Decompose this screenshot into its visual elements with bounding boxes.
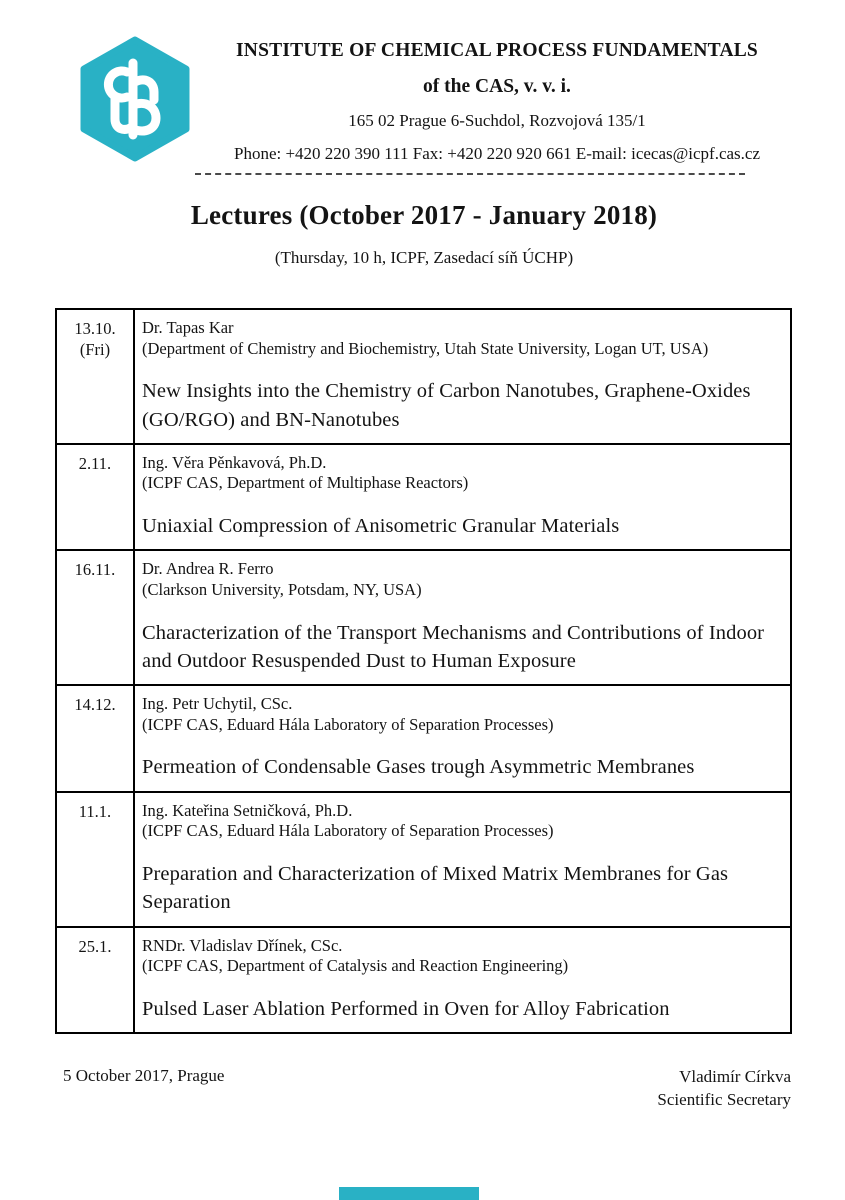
signature-name: Vladimír Církva	[679, 1067, 791, 1087]
lecture-title: Preparation and Characterization of Mixed Matrix Membranes for Gas Separation	[142, 862, 729, 914]
lecture-speaker: Dr. Andrea R. Ferro	[142, 559, 274, 579]
signature-role: Scientific Secretary	[657, 1089, 791, 1109]
lecture-content-cell	[134, 685, 791, 792]
lecture-content-cell	[134, 550, 791, 685]
institute-org: of the CAS, v. v. i.	[423, 76, 571, 97]
lecture-date: 11.1.	[78, 801, 112, 821]
lecture-date: 16.11.	[74, 560, 116, 580]
lecture-date-cell	[56, 444, 134, 551]
table-row	[56, 550, 791, 685]
icpf-hexagon-monogram-icon	[75, 36, 195, 162]
table-row	[56, 444, 791, 551]
header-divider	[195, 173, 745, 175]
institute-address: 165 02 Prague 6-Suchdol, Rozvojová 135/1	[348, 111, 646, 130]
lecture-date-cell	[56, 792, 134, 927]
footer-date-place: 5 October 2017, Prague	[63, 1066, 225, 1086]
lecture-title: Permeation of Condensable Gases trough Asymmetric Membranes	[142, 756, 695, 779]
lecture-title: New Insights into the Chemistry of Carbon Nanotubes, Graphene-Oxides (GO/RGO) and BN-Nanotubes	[142, 380, 751, 431]
table-row	[56, 927, 791, 1034]
lecture-date: 14.12.	[74, 695, 116, 715]
lecture-date-cell	[56, 685, 134, 792]
lecture-content-cell	[134, 792, 791, 927]
lecture-affiliation: (Clarkson University, Potsdam, NY, USA)	[142, 579, 422, 599]
lecture-speaker: RNDr. Vladislav Dřínek, CSc.	[142, 935, 343, 955]
table-row	[56, 685, 791, 792]
lecture-affiliation: (ICPF CAS, Eduard Hála Laboratory of Separation Processes)	[142, 714, 554, 734]
institute-name: INSTITUTE OF CHEMICAL PROCESS FUNDAMENTALS	[236, 40, 758, 61]
lectures-table	[55, 308, 792, 1034]
page-title: Lectures (October 2017 - January 2018)	[190, 200, 658, 230]
lecture-date-cell	[56, 927, 134, 1034]
lecture-speaker: Dr. Tapas Kar	[142, 318, 234, 337]
lecture-title: Pulsed Laser Ablation Performed in Oven for Alloy Fabrication	[142, 997, 670, 1020]
letterhead-text	[195, 36, 793, 164]
lecture-date-cell	[56, 550, 134, 685]
page-subtitle: (Thursday, 10 h, ICPF, Zasedací síň ÚCHP)	[274, 248, 574, 267]
letterhead	[55, 36, 793, 164]
lecture-affiliation: (Department of Chemistry and Biochemistry, Utah State University, Logan UT, USA)	[142, 338, 709, 358]
lecture-title: Uniaxial Compression of Anisometric Granular Materials	[142, 515, 620, 538]
lecture-affiliation: (ICPF CAS, Department of Catalysis and Reaction Engineering)	[142, 956, 569, 976]
table-row	[56, 309, 791, 444]
lecture-content-cell	[134, 927, 791, 1034]
lecture-date: 2.11.	[78, 453, 112, 473]
lecture-affiliation: (ICPF CAS, Department of Multiphase Reactors)	[142, 473, 469, 493]
lecture-day: (Fri)	[79, 340, 111, 360]
table-row	[56, 792, 791, 927]
lecture-affiliation: (ICPF CAS, Eduard Hála Laboratory of Separation Processes)	[142, 821, 554, 841]
icpf-logo	[75, 36, 195, 162]
lecture-title: Characterization of the Transport Mechanisms and Contributions of Indoor and Outdoor Resuspended Dust to Human Exposure	[142, 621, 765, 672]
lecture-content-cell	[134, 444, 791, 551]
lecture-content-cell	[134, 309, 791, 444]
lecture-date: 13.10.	[74, 319, 116, 338]
lecture-speaker: Ing. Věra Pěnkavová, Ph.D.	[142, 452, 327, 472]
document-footer	[55, 1066, 793, 1112]
lecture-date: 25.1.	[78, 936, 112, 956]
lecture-speaker: Ing. Kateřina Setničková, Ph.D.	[142, 800, 353, 820]
signature-block	[657, 1066, 791, 1112]
lecture-date-cell	[56, 309, 134, 444]
institute-contact: Phone: +420 220 390 111 Fax: +420 220 920 661 E-mail: icecas@icpf.cas.cz	[234, 144, 760, 163]
bottom-accent-bar	[339, 1187, 479, 1200]
lecture-speaker: Ing. Petr Uchytil, CSc.	[142, 694, 293, 714]
